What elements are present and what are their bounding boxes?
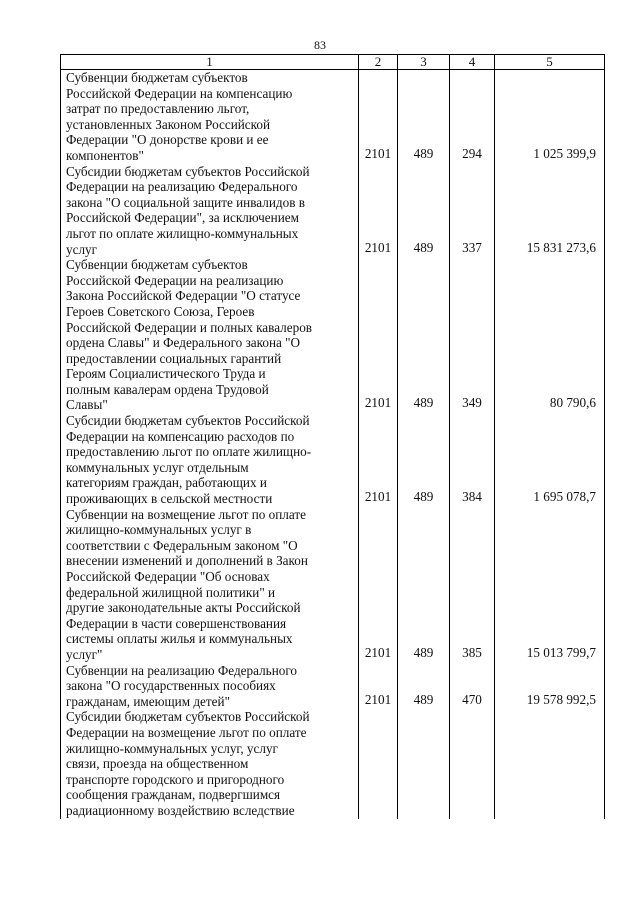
description-line: связи, проезда на общественном [66,756,249,772]
section-code: 2101 [359,70,398,164]
description-line: Закона Российской Федерации "О статусе [66,288,301,304]
table-row [61,507,605,663]
expense-code: 384 [450,413,495,507]
amount-value: 1 695 078,7 [495,413,605,507]
description-line: Российской Федерации на компенсацию [66,85,293,101]
description-line: закона "О социальной защите инвалидов в [66,194,305,210]
description-line: Героев Советского Союза, Героев [66,303,255,319]
expense-code: 349 [450,257,495,413]
description-line: коммунальных услуг отдельным [66,459,249,475]
page-number: 83 [314,38,326,52]
description-line: Славы" [66,397,108,413]
section-code: 2101 [359,663,398,710]
description-line: Российской Федерации на реализацию [66,272,284,288]
description-line: услуг [66,241,98,257]
description-line: Федерации на компенсацию расходов по [66,428,295,444]
budget-table [60,54,605,819]
header-row [61,55,605,70]
description-line: установленных Законом Российской [66,116,271,132]
description-line: Субвенции на реализацию Федерального [66,662,298,678]
target-code: 489 [398,663,450,710]
table-row [61,413,605,507]
amount-value [495,709,605,818]
target-code: 489 [398,257,450,413]
section-code [359,709,398,818]
description-line: транспорте городского и пригородного [66,771,285,787]
description-line: компонентов" [66,147,144,163]
description-line: радиационному воздействию вследствие [66,802,295,818]
section-code: 2101 [359,413,398,507]
description-line: Субсидии бюджетам субъектов Российской [66,413,310,429]
description-line: Субвенции бюджетам субъектов [66,70,248,85]
description-line: федеральной жилищной политики" и [66,584,276,600]
description-line: соответствии с Федеральным законом "О [66,537,298,553]
description-line: Федерации в части совершенствования [66,615,287,631]
description-line: ордена Славы" и Федерального закона "О [66,335,301,351]
target-code [398,709,450,818]
table-row [61,70,605,164]
description-line: предоставлению льгот по оплате жилищно- [66,444,312,460]
row-description [61,709,359,818]
target-code: 489 [398,164,450,258]
amount-value: 80 790,6 [495,257,605,413]
description-line: Героям Социалистического Труда и [66,366,266,382]
row-description [61,663,359,710]
description-line: услуг" [66,646,103,662]
table-row [61,257,605,413]
column-header-5: 5 [495,55,605,70]
row-description [61,164,359,258]
description-line: внесении изменений и дополнений в Закон [66,553,308,569]
amount-value: 1 025 399,9 [495,70,605,164]
column-header-4: 4 [450,55,495,70]
description-line: гражданам, имеющим детей" [66,693,230,709]
description-line: другие законодательные акты Российской [66,600,301,616]
column-header-2: 2 [359,55,398,70]
table-row [61,164,605,258]
column-header-3: 3 [398,55,450,70]
description-line: Субсидии бюджетам субъектов Российской [66,163,310,179]
target-code: 489 [398,507,450,663]
description-line: Субвенции на возмещение льгот по оплате [66,506,307,522]
description-line: Федерации на возмещение льгот по оплате [66,724,307,740]
description-line: Федерации на реализацию Федерального [66,179,298,195]
amount-value: 15 831 273,6 [495,164,605,258]
row-description [61,70,359,164]
description-line: Федерации "О донорстве крови и ее [66,132,269,148]
row-description [61,257,359,413]
row-description [61,413,359,507]
expense-code: 294 [450,70,495,164]
description-line: системы оплаты жилья и коммунальных [66,631,293,647]
target-code: 489 [398,70,450,164]
description-line: льгот по оплате жилищно-коммунальных [66,225,299,241]
amount-value: 19 578 992,5 [495,663,605,710]
expense-code: 385 [450,507,495,663]
table-header [61,55,605,70]
description-line: Российской Федерации", за исключением [66,210,299,226]
description-line: категориям граждан, работающих и [66,475,267,491]
target-code: 489 [398,413,450,507]
description-line: затрат по предоставлению льгот, [66,101,250,117]
section-code: 2101 [359,257,398,413]
description-line: жилищно-коммунальных услуг в [66,522,252,538]
row-description [61,507,359,663]
description-line: Российской Федерации и полных кавалеров [66,319,313,335]
description-line: закона "О государственных пособиях [66,678,276,694]
description-line: жилищно-коммунальных услуг, услуг [66,740,278,756]
section-code: 2101 [359,164,398,258]
table-body [61,70,605,819]
table-row [61,709,605,818]
table-row [61,663,605,710]
amount-value: 15 013 799,7 [495,507,605,663]
expense-code [450,709,495,818]
section-code: 2101 [359,507,398,663]
description-line: предоставлении социальных гарантий [66,350,282,366]
description-line: Субсидии бюджетам субъектов Российской [66,709,310,725]
expense-code: 470 [450,663,495,710]
description-line: Субвенции бюджетам субъектов [66,257,248,273]
description-line: проживающих в сельской местности [66,491,273,507]
expense-code: 337 [450,164,495,258]
column-header-1: 1 [61,55,359,70]
description-line: Российской Федерации "Об основах [66,569,270,584]
description-line: полным кавалерам ордена Трудовой [66,381,269,397]
description-line: сообщения гражданам, подвергшимся [66,787,281,803]
